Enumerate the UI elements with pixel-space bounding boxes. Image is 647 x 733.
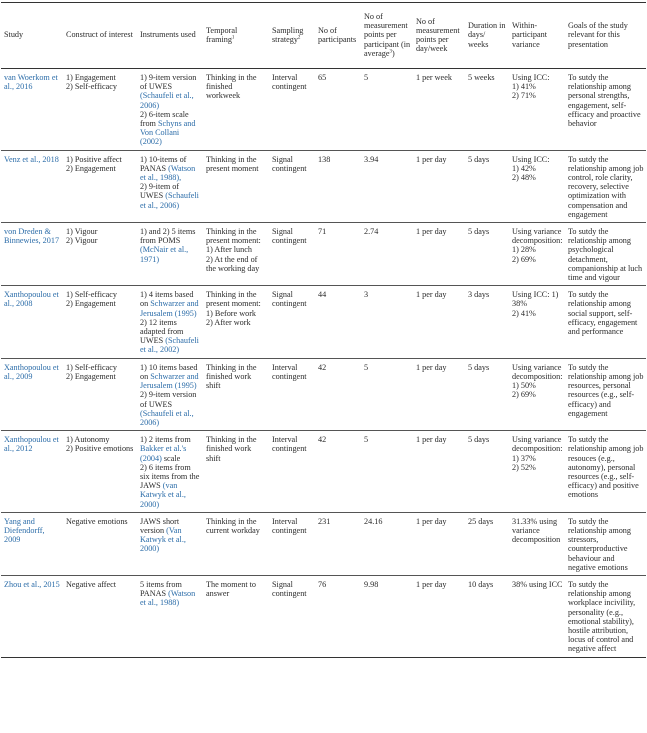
footnote-marker: 3	[389, 49, 392, 55]
cell-goals: To sutdy the relationship among stressors, counterproductive behaviour and negative emotions	[565, 512, 646, 575]
cell-participants: 44	[315, 286, 361, 358]
temporal-line: 2) After work	[206, 317, 251, 327]
instrument-first-text: 1) 4 items based on	[140, 290, 194, 309]
construct-line: 2) Positive emotions	[66, 444, 134, 454]
cell-instruments	[137, 575, 203, 657]
instrument-first-tail: scale	[161, 453, 181, 463]
cell-goals: To sutdy the relationship among personal strengths, engagement, self-efficacy and proactive behavior	[565, 69, 646, 151]
cell-construct	[63, 150, 137, 222]
cell-participants: 231	[315, 512, 361, 575]
cell-goals: To sutdy the relationship among social support, self-efficacy, engagement and performance	[565, 286, 646, 358]
table-row	[1, 150, 646, 222]
table-row	[1, 223, 646, 286]
instrument-second-text: 2) 12 items adapted from UWES	[140, 317, 184, 346]
cell-duration: 10 days	[465, 575, 509, 657]
cell-construct	[63, 286, 137, 358]
instrument-second	[140, 463, 201, 509]
construct-line: 2) Self-efficacy	[66, 82, 117, 92]
cell-duration: 3 days	[465, 286, 509, 358]
cell-study	[1, 223, 63, 286]
studies-table	[1, 2, 646, 658]
cell-temporal	[203, 431, 269, 513]
within-line: 1) 41%	[512, 82, 536, 92]
within-line: Using variance decomposition:	[512, 435, 563, 454]
within-line: Using ICC:	[512, 154, 550, 164]
instrument-first	[140, 73, 196, 110]
instrument-first-citation[interactable]: Bakker et al.'s (2004)	[140, 444, 187, 463]
study-citation-link[interactable]: van Woerkom et al., 2016	[4, 73, 58, 92]
construct-line: 1) Vigour	[66, 227, 98, 237]
temporal-line: Thinking in the present moment:	[206, 290, 261, 309]
within-line: 2) 41%	[512, 308, 536, 318]
instrument-first-text: 1) and 2) 5 items from POMS	[140, 227, 196, 246]
cell-sampling: Interval contingent	[269, 358, 315, 430]
instrument-first-citation[interactable]: (McNair et al., 1971)	[140, 245, 189, 264]
cell-within	[509, 512, 565, 575]
cell-study	[1, 431, 63, 513]
cell-measurement: 9.98	[361, 575, 413, 657]
cell-sampling: Signal contingent	[269, 223, 315, 286]
instrument-second-text: 2) 9-item version of UWES	[140, 390, 197, 409]
construct-line: 2) Engagement	[66, 299, 116, 309]
cell-frequency: 1 per week	[413, 69, 465, 151]
cell-temporal	[203, 575, 269, 657]
cell-duration: 25 days	[465, 512, 509, 575]
within-line: 1) 50%	[512, 381, 536, 391]
cell-instruments	[137, 431, 203, 513]
cell-study	[1, 150, 63, 222]
construct-line: Negative emotions	[66, 516, 128, 526]
cell-frequency: 1 per day	[413, 150, 465, 222]
cell-construct	[63, 223, 137, 286]
within-line: Using ICC:	[512, 73, 550, 82]
cell-instruments	[137, 512, 203, 575]
cell-frequency: 1 per day	[413, 575, 465, 657]
table-row	[1, 431, 646, 513]
cell-frequency: 1 per day	[413, 286, 465, 358]
within-line: 2) 52%	[512, 462, 536, 472]
cell-sampling: Signal contingent	[269, 286, 315, 358]
header-within: Within-participant variance	[509, 3, 565, 69]
table-body	[1, 69, 646, 658]
cell-study	[1, 575, 63, 657]
header-measurement	[361, 3, 413, 69]
cell-temporal	[203, 358, 269, 430]
instrument-first-text: 5 items from PANAS	[140, 579, 182, 599]
instrument-second-citation[interactable]: (Schaufeli et al., 2006)	[140, 191, 199, 210]
cell-frequency: 1 per day	[413, 512, 465, 575]
instrument-first	[140, 363, 199, 390]
construct-line: 2) Engagement	[66, 163, 116, 173]
cell-sampling: Signal contingent	[269, 150, 315, 222]
cell-sampling: Interval contingent	[269, 69, 315, 151]
cell-goals: To sutdy the relationship among job resouces (e.g., autonomy), personal resources (e.g., self-efficacy) and positive emotions	[565, 431, 646, 513]
cell-within	[509, 575, 565, 657]
study-citation-link[interactable]: Xanthopoulou et al., 2009	[4, 362, 59, 381]
temporal-line: 1) After lunch	[206, 245, 252, 255]
cell-study	[1, 512, 63, 575]
instrument-first	[140, 155, 195, 182]
study-citation-link[interactable]: Zhou et al., 2015	[4, 579, 60, 589]
cell-goals: To sutdy the relationship among workplace incivility, personality (e.g., emotional stability), hostile attribution, locus of control and negative affect	[565, 575, 646, 657]
cell-goals: To sutdy the relationship among job resources, personal resources (e.g., self-efficacy) and engagement	[565, 358, 646, 430]
study-citation-link[interactable]: Xanthopoulou et al., 2012	[4, 435, 59, 454]
cell-participants: 42	[315, 358, 361, 430]
instrument-first-citation[interactable]: (Watson et al., 1988),	[140, 163, 196, 183]
within-line: 31.33% using variance decomposition	[512, 516, 561, 545]
cell-measurement: 5	[361, 69, 413, 151]
cell-sampling: Interval contingent	[269, 512, 315, 575]
table-row	[1, 358, 646, 430]
construct-line: 1) Engagement	[66, 73, 116, 82]
cell-study	[1, 69, 63, 151]
instrument-first-citation[interactable]: Schwarzer and Jerusalem (1995)	[140, 299, 199, 318]
footnote-marker: 1	[231, 35, 235, 41]
cell-within	[509, 358, 565, 430]
instrument-second-citation[interactable]: (van Katwyk et al., 2000)	[140, 481, 186, 509]
instrument-second-citation[interactable]: Schyns and Von Collani (2002)	[140, 119, 196, 147]
construct-line: 1) Autonomy	[66, 435, 110, 445]
instrument-second	[140, 318, 201, 355]
within-line: 38% using ICC	[512, 579, 563, 589]
instrument-second	[140, 390, 201, 427]
header-participants: No of participants	[315, 3, 361, 69]
cell-duration: 5 days	[465, 431, 509, 513]
instrument-first-text: 1) 9-item version of UWES	[140, 73, 197, 92]
header-instruments: Instruments used	[137, 3, 203, 69]
instrument-first	[140, 227, 195, 264]
temporal-line: 1) Before work	[206, 308, 257, 318]
cell-temporal	[203, 69, 269, 151]
cell-participants: 65	[315, 69, 361, 151]
instrument-first-text: 1) 10-items of PANAS	[140, 154, 187, 173]
within-line: Using ICC: 1) 38%	[512, 290, 559, 309]
table-row	[1, 286, 646, 358]
within-line: Using variance decomposition:	[512, 362, 563, 381]
instrument-first-text: JAWS short version	[140, 516, 180, 535]
instrument-first-citation[interactable]: (Schaufeli et al., 2006)	[140, 91, 194, 110]
within-line: 2) 69%	[512, 390, 536, 400]
header-frequency: No of measurement points per day/week	[413, 3, 465, 69]
within-line: 2) 48%	[512, 173, 536, 183]
cell-participants: 138	[315, 150, 361, 222]
header-construct: Construct of interest	[63, 3, 137, 69]
within-line: 1) 37%	[512, 453, 536, 463]
cell-measurement: 5	[361, 431, 413, 513]
cell-goals: To sutdy the relationship among job control, role clarity, recovery, selective optimization with compensation and engagement	[565, 150, 646, 222]
header-sampling	[269, 3, 315, 69]
instrument-first	[140, 290, 199, 317]
instrument-first-text: 1) 10 items based on	[140, 362, 198, 381]
instrument-first	[140, 517, 186, 554]
header-sampling-label: Sampling strategy	[272, 25, 304, 44]
header-goals: Goals of the study relevant for this presentation	[565, 3, 646, 69]
instrument-second-text: 2) 6 items from six items from the JAWS	[140, 462, 200, 491]
cell-construct	[63, 512, 137, 575]
within-line: 2) 71%	[512, 91, 536, 101]
temporal-line: Thinking in the present moment	[206, 154, 259, 173]
header-duration: Duration in days/ weeks	[465, 3, 509, 69]
table-row	[1, 575, 646, 657]
within-line: Using variance decomposition:	[512, 227, 563, 246]
header-measurement-close: )	[391, 48, 395, 58]
instrument-first-text: 1) 2 items from	[140, 435, 191, 445]
study-citation-link[interactable]: Yang and Diefendorff, 2009	[4, 516, 45, 545]
construct-line: 1) Positive affect	[66, 154, 122, 164]
temporal-line: Thinking in the finished workweek	[206, 73, 257, 101]
cell-within	[509, 69, 565, 151]
temporal-line: Thinking in the present moment:	[206, 227, 261, 246]
within-line: 2) 69%	[512, 254, 536, 264]
instrument-second	[140, 182, 201, 210]
cell-duration: 5 days	[465, 358, 509, 430]
cell-sampling: Signal contingent	[269, 575, 315, 657]
cell-temporal	[203, 150, 269, 222]
cell-instruments	[137, 358, 203, 430]
construct-line: 2) Vigour	[66, 236, 98, 246]
cell-instruments	[137, 150, 203, 222]
cell-measurement: 5	[361, 358, 413, 430]
cell-construct	[63, 431, 137, 513]
cell-within	[509, 286, 565, 358]
temporal-line: Thinking in the finished work shift	[206, 435, 257, 463]
cell-instruments	[137, 69, 203, 151]
construct-line: 1) Self-efficacy	[66, 362, 117, 372]
cell-measurement: 3	[361, 286, 413, 358]
cell-sampling: Interval contingent	[269, 431, 315, 513]
instrument-second-text: 2) 6-item scale from	[140, 109, 189, 129]
cell-construct	[63, 358, 137, 430]
construct-line: 1) Self-efficacy	[66, 290, 117, 300]
cell-within	[509, 223, 565, 286]
cell-construct	[63, 69, 137, 151]
temporal-line: The moment to answer	[206, 579, 257, 599]
cell-instruments	[137, 223, 203, 286]
cell-measurement: 2.74	[361, 223, 413, 286]
construct-line: Negative affect	[66, 579, 117, 589]
cell-measurement: 24.16	[361, 512, 413, 575]
table-row	[1, 69, 646, 151]
cell-instruments	[137, 286, 203, 358]
cell-goals: To sutdy the relationship among psychological detachment, companionship at luch time and vigour	[565, 223, 646, 286]
study-citation-link[interactable]: Xanthopoulou et al., 2008	[4, 290, 59, 309]
cell-frequency: 1 per day	[413, 358, 465, 430]
within-line: 1) 42%	[512, 163, 536, 173]
cell-participants: 76	[315, 575, 361, 657]
cell-construct	[63, 575, 137, 657]
footnote-marker: 2	[297, 35, 301, 41]
header-temporal-label: Temporal framing	[206, 25, 238, 44]
temporal-line: Thinking in the finished work shift	[206, 362, 257, 391]
cell-duration: 5 days	[465, 150, 509, 222]
table-header-row	[1, 3, 646, 69]
cell-duration: 5 weeks	[465, 69, 509, 151]
instrument-first	[140, 580, 195, 607]
instrument-second	[140, 110, 201, 147]
cell-duration: 5 days	[465, 223, 509, 286]
table-row	[1, 512, 646, 575]
header-measurement-label: No of measurement points per participant (in average	[364, 11, 411, 58]
instrument-first-citation[interactable]: Schwarzer and Jerusalem (1995)	[140, 371, 199, 391]
header-temporal	[203, 3, 269, 69]
cell-measurement: 3.94	[361, 150, 413, 222]
cell-study	[1, 286, 63, 358]
cell-participants: 42	[315, 431, 361, 513]
cell-temporal	[203, 286, 269, 358]
cell-frequency: 1 per day	[413, 223, 465, 286]
cell-frequency: 1 per day	[413, 431, 465, 513]
construct-line: 2) Engagement	[66, 371, 116, 381]
cell-within	[509, 431, 565, 513]
cell-within	[509, 150, 565, 222]
header-study: Study	[1, 3, 63, 69]
cell-temporal	[203, 512, 269, 575]
instrument-second-citation[interactable]: (Schaufeli et al., 2002)	[140, 336, 199, 355]
study-citation-link[interactable]: Venz et al., 2018	[4, 154, 59, 164]
cell-study	[1, 358, 63, 430]
instrument-first	[140, 435, 191, 462]
temporal-line: 2) At the end of the working day	[206, 254, 260, 273]
cell-temporal	[203, 223, 269, 286]
cell-participants: 71	[315, 223, 361, 286]
within-line: 1) 28%	[512, 245, 536, 255]
study-citation-link[interactable]: von Dreden & Binnewies, 2017	[4, 227, 60, 246]
temporal-line: Thinking in the current workday	[206, 516, 260, 535]
instrument-second-citation[interactable]: (Schaufeli et al., 2006)	[140, 408, 194, 427]
instrument-second-text: 2) 9-item of UWES	[140, 182, 180, 201]
instrument-first-citation[interactable]: (Van Katwyk et al., 2000)	[140, 525, 186, 554]
instrument-first-citation[interactable]: (Watson et al., 1988)	[140, 589, 196, 608]
